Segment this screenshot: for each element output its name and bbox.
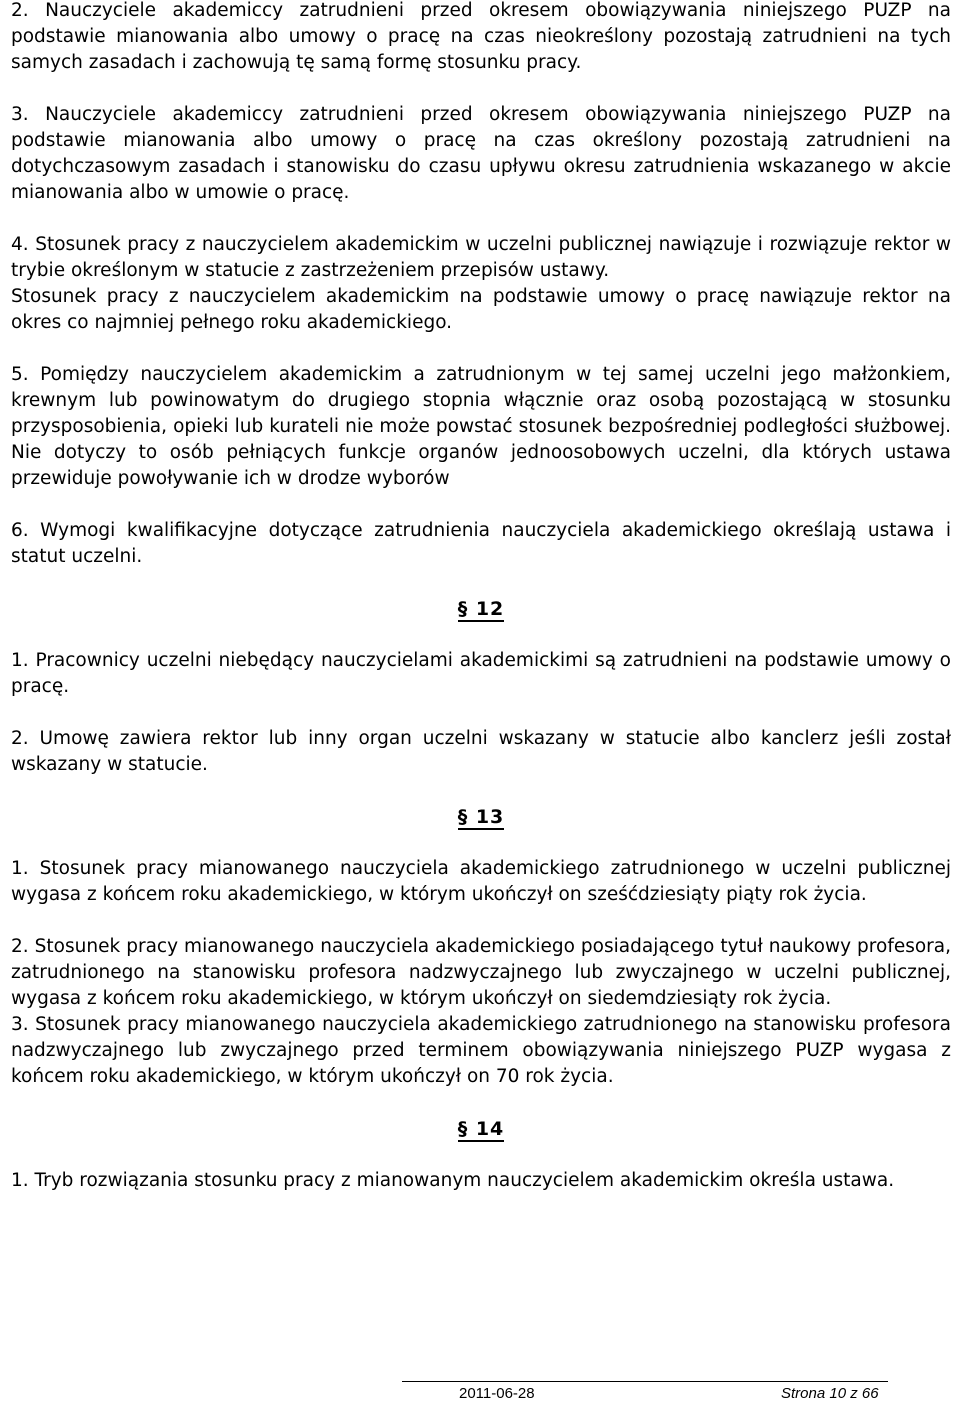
paragraph-11-5: 5. Pomiędzy nauczycielem akademickim a zatrudnionym w tej samej uczelni jego małżonkiem, krewnym lub powinowatym do drugiego stopnia włącznie oraz osobą pozostającą w stosunku przysposobienia, opieki lub kurateli nie może powstać stosunek bezpośredniej podległości służbowej. Nie dotyczy to osób pełniących funkcje organów jednoosobowych uczelni, dla których ustawa przewiduje powoływanie ich w drodze wyborów [11, 364, 951, 489]
paragraph-12-2: 2. Umowę zawiera rektor lub inny organ uczelni wskazany w statucie albo kanclerz jeśli został wskazany w statucie. [11, 728, 951, 775]
paragraph-11-4b: Stosunek pracy z nauczycielem akademickim na podstawie umowy o pracę nawiązuje rektor na okres co najmniej pełnego roku akademickiego. [11, 286, 951, 333]
document-page [11, 0, 951, 1194]
paragraph-11-2: 2. Nauczyciele akademiccy zatrudnieni przed okresem obowiązywania niniejszego PUZP na podstawie mianowania albo umowy o pracę na czas nieokreślony pozostają zatrudnieni na tych samych zasadach i zachowują tę samą formę stosunku pracy. [11, 0, 951, 73]
page-footer [0, 1381, 960, 1403]
paragraph-13-1: 1. Stosunek pracy mianowanego nauczyciela akademickiego zatrudnionego w uczelni publicznej wygasa z końcem roku akademickiego, w którym ukończył on sześćdziesiąty piąty rok życia. [11, 858, 951, 905]
paragraph-13-3: 3. Stosunek pracy mianowanego nauczyciela akademickiego zatrudnionego na stanowisku profesora nadzwyczajnego lub zwyczajnego przed terminem obowiązywania niniejszego PUZP wygasa z końcem roku akademickiego, w którym ukończył on 70 rok życia. [11, 1014, 951, 1087]
section-heading-12: § 12 [457, 598, 505, 620]
paragraph-12-1: 1. Pracownicy uczelni niebędący nauczycielami akademickimi są zatrudnieni na podstawie umowy o pracę. [11, 650, 951, 697]
paragraph-13-2: 2. Stosunek pracy mianowanego nauczyciela akademickiego posiadającego tytuł naukowy profesora, zatrudnionego na stanowisku profesora nadzwyczajnego lub zwyczajnego w uczelni publicznej, wygasa z końcem roku akademickiego, w którym ukończył on siedemdziesiąty rok życia. [11, 936, 951, 1009]
paragraph-11-3: 3. Nauczyciele akademiccy zatrudnieni przed okresem obowiązywania niniejszego PUZP na podstawie mianowania albo umowy o pracę na czas określony pozostają zatrudnieni na dotychczasowym zasadach i stanowisku do czasu upływu okresu zatrudnienia wskazanego w akcie mianowania albo w umowie o pracę. [11, 104, 951, 203]
paragraph-11-6: 6. Wymogi kwalifikacyjne dotyczące zatrudnienia nauczyciela akademickiego określają ustawa i statut uczelni. [11, 520, 951, 567]
footer-page-number: Strona 10 z 66 [781, 1385, 879, 1402]
paragraph-11-4a: 4. Stosunek pracy z nauczycielem akademickim w uczelni publicznej nawiązuje i rozwiązuje rektor w trybie określonym w statucie z zastrzeżeniem przepisów ustawy. [11, 234, 951, 281]
paragraph-14-1: 1. Tryb rozwiązania stosunku pracy z mianowanym nauczycielem akademickim określa ustawa. [11, 1170, 895, 1191]
section-heading-14: § 14 [457, 1118, 505, 1140]
footer-rule [402, 1381, 888, 1382]
footer-date: 2011-06-28 [459, 1385, 535, 1402]
section-heading-13: § 13 [457, 806, 505, 828]
